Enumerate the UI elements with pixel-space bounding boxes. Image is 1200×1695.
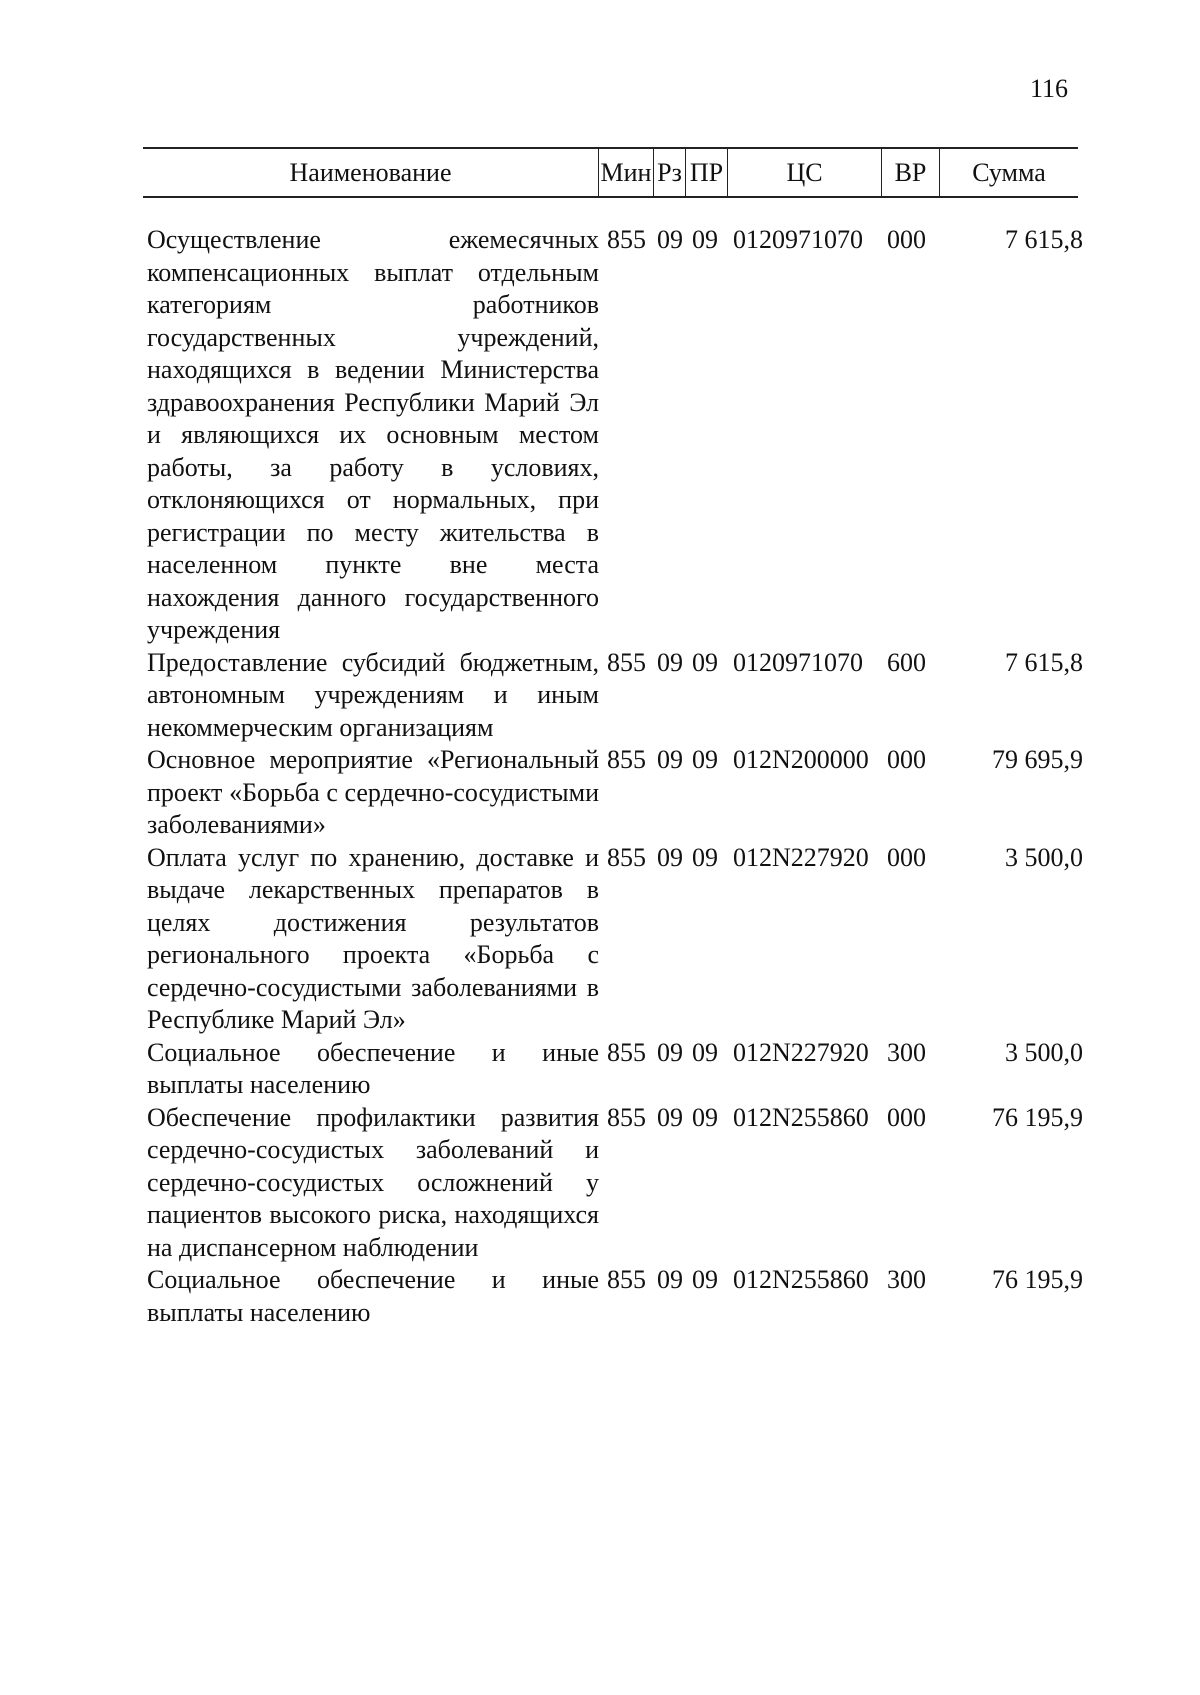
row-name: Основное мероприятие «Региональный проект «Борьба с сердечно-сосудистыми заболеваниями» xyxy=(147,745,599,839)
row-name: Оплата услуг по хранению, доставке и выдаче лекарственных препаратов в целях достижения результатов регионального проекта «Борьба с сердечно-сосудистыми заболеваниями в Республике Марий Эл» xyxy=(147,842,599,1034)
row-min: 855 xyxy=(607,1037,646,1067)
row-vr: 000 xyxy=(887,745,926,774)
table-row xyxy=(147,1264,1097,1329)
row-cs: 0120971070 xyxy=(733,647,863,677)
row-rz: 09 xyxy=(657,225,683,254)
table-row xyxy=(147,1037,1097,1102)
row-rz: 09 xyxy=(657,745,683,774)
table-row xyxy=(147,842,1097,1037)
row-min: 855 xyxy=(607,745,646,774)
header-pr: ПР xyxy=(685,149,727,196)
row-sum: 3 500,0 xyxy=(1005,1037,1083,1067)
row-rz: 09 xyxy=(657,1265,683,1294)
row-name: Социальное обеспечение и иные выплаты населению xyxy=(147,1265,599,1327)
header-vr: ВР xyxy=(881,149,939,196)
row-cs: 0120971070 xyxy=(733,225,863,254)
row-pr: 09 xyxy=(692,745,718,774)
row-vr: 000 xyxy=(887,225,926,254)
row-rz: 09 xyxy=(657,1102,683,1132)
row-cs: 012N227920 xyxy=(733,1037,869,1067)
row-sum: 3 500,0 xyxy=(1005,842,1083,872)
row-pr: 09 xyxy=(692,1037,718,1067)
row-sum: 76 195,9 xyxy=(992,1265,1083,1294)
row-pr: 09 xyxy=(692,1265,718,1294)
table-row xyxy=(147,647,1097,745)
row-name: Предоставление субсидий бюджетным, автономным учреждениям и иным некоммерческим организациям xyxy=(147,647,599,742)
row-rz: 09 xyxy=(657,647,683,677)
row-min: 855 xyxy=(607,647,646,677)
row-min: 855 xyxy=(607,225,646,254)
row-name: Обеспечение профилактики развития сердечно-сосудистых заболеваний и сердечно-сосудистых осложнений у пациентов высокого риска, находящихся на диспансерном наблюдении xyxy=(147,1102,599,1262)
row-min: 855 xyxy=(607,842,646,872)
table-row xyxy=(147,744,1097,842)
row-cs: 012N200000 xyxy=(733,745,869,774)
table-body xyxy=(147,224,1097,1329)
row-rz: 09 xyxy=(657,842,683,872)
header-name: Наименование xyxy=(289,158,452,187)
row-vr: 300 xyxy=(887,1265,926,1294)
row-sum: 7 615,8 xyxy=(1005,225,1083,254)
row-sum: 79 695,9 xyxy=(992,745,1083,774)
row-sum: 76 195,9 xyxy=(992,1102,1083,1132)
row-name: Социальное обеспечение и иные выплаты населению xyxy=(147,1037,599,1099)
row-name: Осуществление ежемесячных компенсационных выплат отдельным категориям работников государственных учреждений, находящихся в ведении Министерства здравоохранения Республики Марий Эл и являющихся их основным местом работы, за работу в условиях, отклоняющихся от нормальных, при регистрации по месту жительства в населенном пункте вне места нахождения данного государственного учреждения xyxy=(147,225,599,644)
row-cs: 012N255860 xyxy=(733,1102,869,1132)
header-min: Мин xyxy=(598,149,653,196)
row-pr: 09 xyxy=(692,842,718,872)
header-rz: Рз xyxy=(653,149,685,196)
row-cs: 012N227920 xyxy=(733,842,869,872)
table-header xyxy=(143,147,1078,198)
row-sum: 7 615,8 xyxy=(1005,647,1083,677)
header-sum: Сумма xyxy=(939,149,1078,196)
row-min: 855 xyxy=(607,1102,646,1132)
page-number: 116 xyxy=(1030,74,1069,103)
row-min: 855 xyxy=(607,1265,646,1294)
row-vr: 600 xyxy=(887,647,926,677)
row-cs: 012N255860 xyxy=(733,1265,869,1294)
row-vr: 000 xyxy=(887,842,926,872)
row-rz: 09 xyxy=(657,1037,683,1067)
row-vr: 300 xyxy=(887,1037,926,1067)
header-cs: ЦС xyxy=(727,149,881,196)
row-pr: 09 xyxy=(692,225,718,254)
row-pr: 09 xyxy=(692,1102,718,1132)
row-vr: 000 xyxy=(887,1102,926,1132)
row-pr: 09 xyxy=(692,647,718,677)
table-row xyxy=(147,1102,1097,1265)
table-row xyxy=(147,224,1097,647)
